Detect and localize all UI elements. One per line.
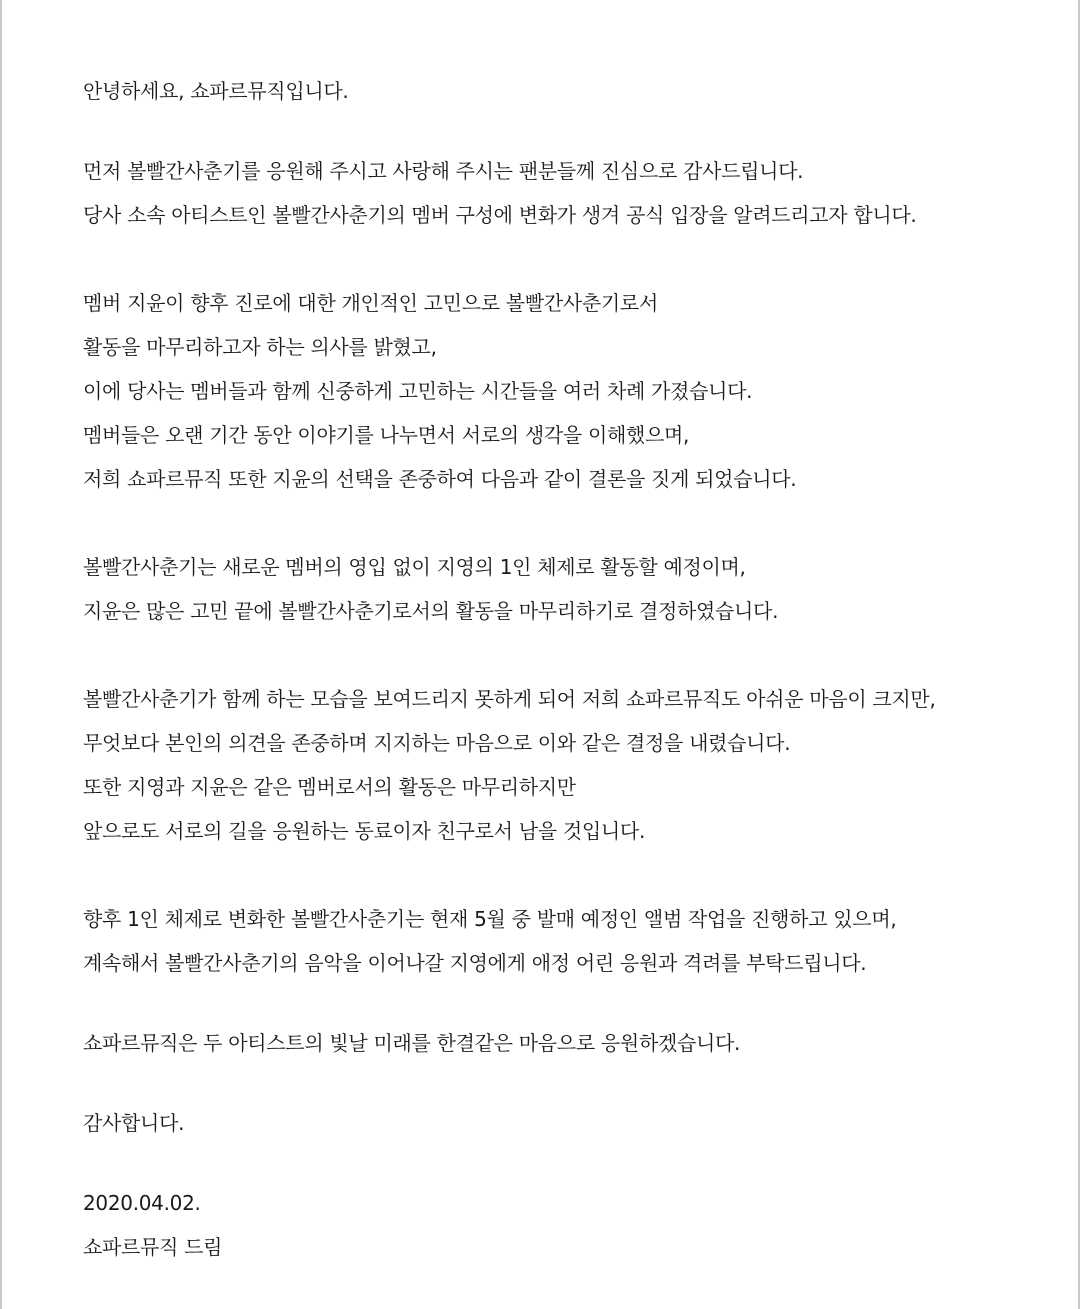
paragraph-line: 무엇보다 본인의 의견을 존중하며 지지하는 마음으로 이와 같은 결정을 내렸습니다. xyxy=(83,731,791,755)
paragraph-decision xyxy=(83,547,1063,635)
greeting: 안녕하세요, 쇼파르뮤직입니다. xyxy=(83,79,349,103)
letter-signature: 쇼파르뮤직 드림 xyxy=(83,1235,223,1259)
paragraph-line: 볼빨간사춘기는 새로운 멤버의 영입 없이 지영의 1인 체제로 활동할 예정이며, xyxy=(83,555,746,579)
paragraph-support: 쇼파르뮤직은 두 아티스트의 빛날 미래를 한결같은 마음으로 응원하겠습니다. xyxy=(83,1031,741,1055)
paragraph-line: 향후 1인 체제로 변화한 볼빨간사춘기는 현재 5월 중 발매 예정인 앨범 작업을 진행하고 있으며, xyxy=(83,907,897,931)
statement-letter xyxy=(83,71,1063,1271)
paragraph-line: 멤버들은 오랜 기간 동안 이야기를 나누면서 서로의 생각을 이해했으며, xyxy=(83,423,690,447)
paragraph-thanks xyxy=(83,151,1063,239)
paragraph-line: 볼빨간사춘기가 함께 하는 모습을 보여드리지 못하게 되어 저희 쇼파르뮤직도 아쉬운 마음이 크지만, xyxy=(83,687,936,711)
paragraph-line: 앞으로도 서로의 길을 응원하는 동료이자 친구로서 남을 것입니다. xyxy=(83,819,645,843)
paragraph-line: 멤버 지윤이 향후 진로에 대한 개인적인 고민으로 볼빨간사춘기로서 xyxy=(83,291,658,315)
paragraph-line: 먼저 볼빨간사춘기를 응원해 주시고 사랑해 주시는 팬분들께 진심으로 감사드립니다. xyxy=(83,159,804,183)
paragraph-line: 당사 소속 아티스트인 볼빨간사춘기의 멤버 구성에 변화가 생겨 공식 입장을 알려드리고자 합니다. xyxy=(83,203,917,227)
paragraph-line: 활동을 마무리하고자 하는 의사를 밝혔고, xyxy=(83,335,437,359)
closing-text: 감사합니다. xyxy=(83,1111,185,1135)
paragraph-line: 이에 당사는 멤버들과 함께 신중하게 고민하는 시간들을 여러 차례 가졌습니다. xyxy=(83,379,753,403)
paragraph-background xyxy=(83,283,1063,503)
paragraph-line: 또한 지영과 지윤은 같은 멤버로서의 활동은 마무리하지만 xyxy=(83,775,576,799)
paragraph-line: 저희 쇼파르뮤직 또한 지윤의 선택을 존중하여 다음과 같이 결론을 짓게 되었습니다. xyxy=(83,467,797,491)
letter-date: 2020.04.02. xyxy=(83,1191,201,1215)
paragraph-future xyxy=(83,899,1063,987)
paragraph-line: 계속해서 볼빨간사춘기의 음악을 이어나갈 지영에게 애정 어린 응원과 격려를 부탁드립니다. xyxy=(83,951,867,975)
paragraph-line: 지윤은 많은 고민 끝에 볼빨간사춘기로서의 활동을 마무리하기로 결정하였습니다. xyxy=(83,599,779,623)
paragraph-sentiment xyxy=(83,679,1063,855)
